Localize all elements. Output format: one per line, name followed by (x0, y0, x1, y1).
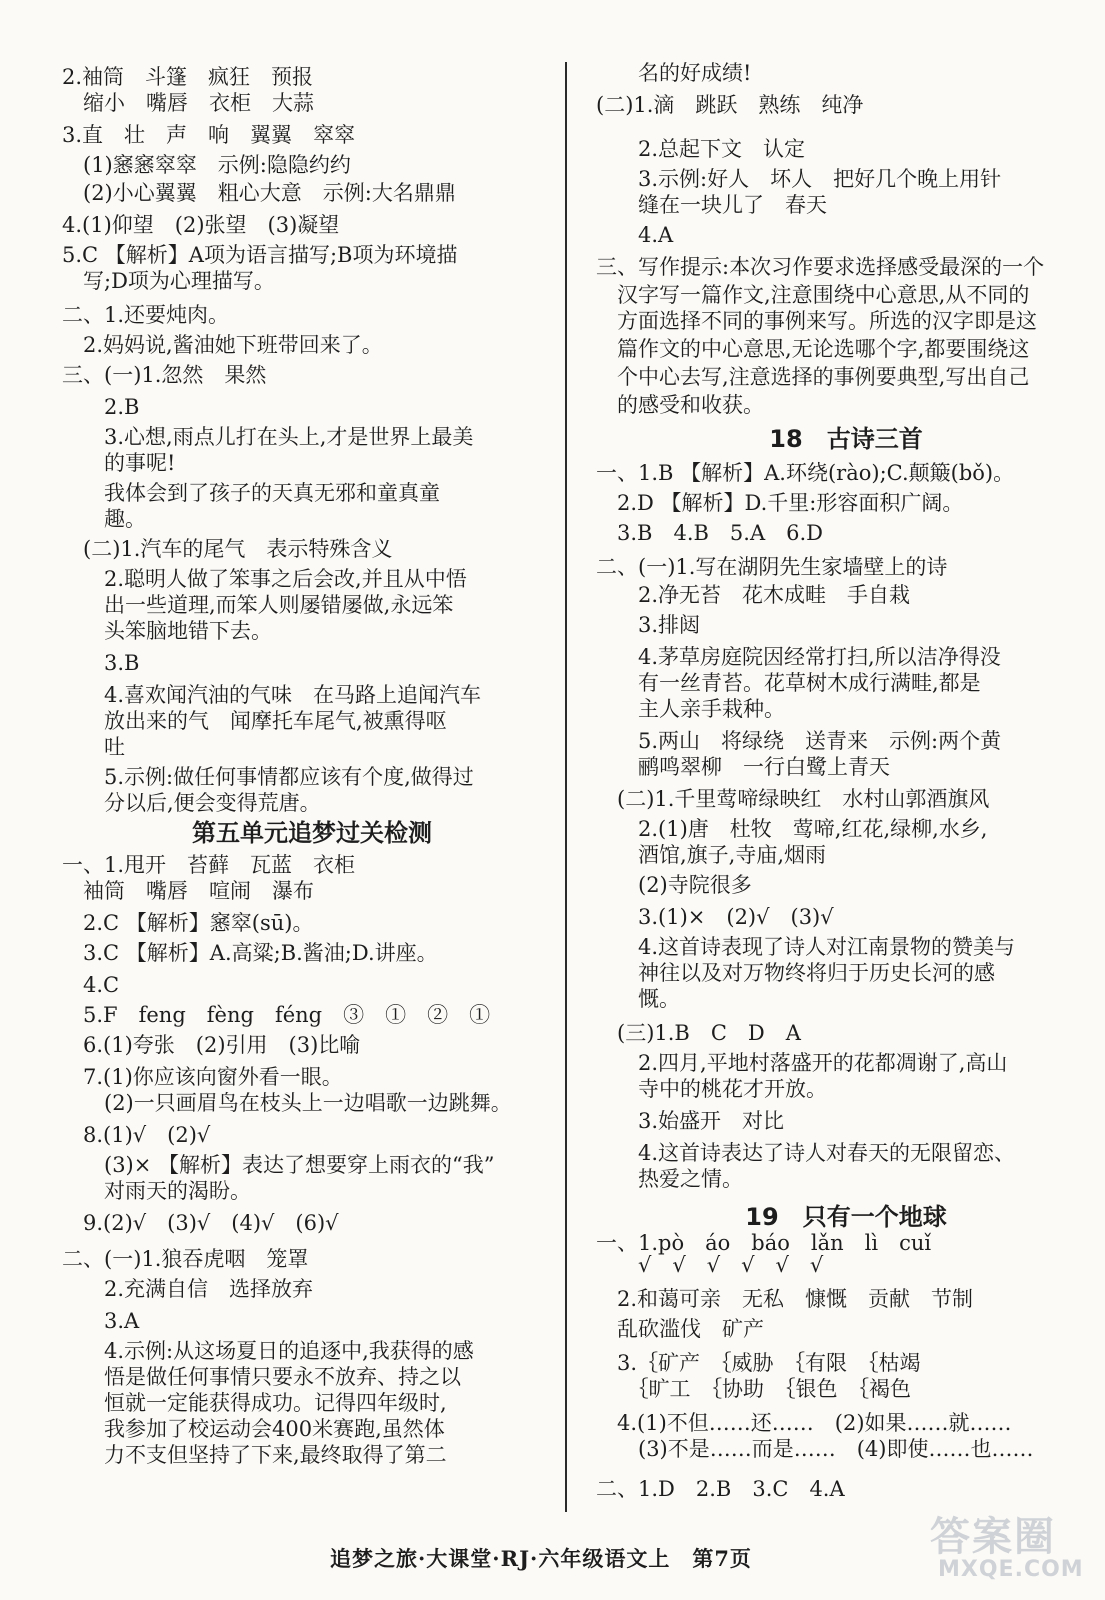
answer-line: 对雨天的渴盼。 (62, 1179, 251, 1203)
answer-line: 3.B (62, 651, 140, 675)
answer-line: ｛旷工 ｛协助 ｛银色 ｛褐色 (596, 1377, 911, 1401)
answer-line: 2.充满自信 选择放弃 (62, 1277, 314, 1301)
answer-line: 神往以及对万物终将归于历史长河的感 (596, 961, 995, 985)
answer-line: 我参加了校运动会400米赛跑,虽然体 (62, 1417, 445, 1441)
answer-line: 悟是做任何事情只要永不放弃、持之以 (62, 1365, 461, 1389)
answer-line: 一、1.B 【解析】A.环绕(rào);C.颠簸(bǒ)。 (596, 461, 1015, 485)
answer-line: 汉字写一篇作文,注意围绕中心意思,从不同的 (596, 283, 1030, 307)
answer-line: 二、(一)1.写在湖阴先生家墙壁上的诗 (596, 555, 948, 579)
answer-line: 二、1.D 2.B 3.C 4.A (596, 1477, 845, 1501)
page-footer: 追梦之旅·大课堂·RJ·六年级语文上 第7页 (330, 1546, 752, 1571)
answer-line: 2.B (62, 395, 140, 419)
answer-line: 分以后,便会变得荒唐。 (62, 791, 321, 815)
answer-line: 3.始盛开 对比 (596, 1109, 785, 1133)
answer-line: 5.F feng fèng féng ③ ① ② ① (62, 1003, 491, 1027)
answer-line: 4.A (596, 223, 674, 247)
answer-line: 4.这首诗表现了诗人对江南景物的赞美与 (596, 935, 1016, 959)
answer-line: 6.(1)夸张 (2)引用 (3)比喻 (62, 1033, 361, 1057)
answer-line: 4.(1)不但……还…… (2)如果……就…… (596, 1411, 1012, 1435)
watermark-logo (930, 1505, 1084, 1590)
answer-line: (2)小心翼翼 粗心大意 示例:大名鼎鼎 (62, 181, 456, 205)
answer-line: 的感受和收获。 (596, 393, 764, 417)
answer-line: 个中心去写,注意选择的事例要典型,写出自己 (596, 365, 1030, 389)
watermark-text: 答案圈 (930, 1514, 1056, 1560)
answer-line: 我体会到了孩子的天真无邪和童真童 (62, 481, 440, 505)
answer-line: 趣。 (62, 507, 146, 531)
answer-line: 2.妈妈说,酱油她下班带回来了。 (62, 333, 383, 357)
answer-line: 三、写作提示:本次习作要求选择感受最深的一个 (596, 255, 1045, 279)
answer-line: 2.C 【解析】窸窣(sū)。 (62, 911, 314, 935)
answer-line: 3.直 壮 声 响 翼翼 窣窣 (62, 123, 356, 147)
answer-line: (2)一只画眉鸟在枝头上一边唱歌一边跳舞。 (62, 1091, 512, 1115)
answer-line: 3.(1)× (2)√ (3)√ (596, 905, 834, 929)
answer-line: 方面选择不同的事例来写。所选的汉字即是这 (596, 309, 1037, 333)
answer-line: 袖筒 嘴唇 喧闹 瀑布 (62, 879, 314, 903)
answer-line: 2.四月,平地村落盛开的花都凋谢了,高山 (596, 1051, 1008, 1075)
answer-line: 写;D项为心理描写。 (62, 269, 275, 293)
answer-line: 鹂鸣翠柳 一行白鹭上青天 (596, 755, 890, 779)
answer-line: 4.这首诗表达了诗人对春天的无限留恋、 (596, 1141, 1016, 1165)
answer-line: 5.C 【解析】A项为语言描写;B项为环境描 (62, 243, 458, 267)
answer-line: 7.(1)你应该向窗外看一眼。 (62, 1065, 343, 1089)
answer-line: 放出来的气 闻摩托车尾气,被熏得呕 (62, 709, 447, 733)
answer-line: (三)1.B C D A (596, 1021, 801, 1045)
answer-line: 3.示例:好人 坏人 把好几个晚上用针 (596, 167, 1002, 191)
answer-line: 出一些道理,而笨人则屡错屡做,永远笨 (62, 593, 454, 617)
answer-line: 2.总起下文 认定 (596, 137, 806, 161)
answer-line: 热爱之情。 (596, 1167, 743, 1191)
answer-line: 2.袖筒 斗篷 疯狂 预报 (62, 65, 314, 89)
answer-line: 8.(1)√ (2)√ (62, 1123, 211, 1147)
section-title: 第五单元追梦过关检测 (192, 819, 432, 847)
answer-line: (3)不是……而是…… (4)即使……也…… (596, 1437, 1034, 1461)
answer-line: 缩小 嘴唇 衣柜 大蒜 (62, 91, 314, 115)
answer-line: 3.排闼 (596, 613, 701, 637)
answer-line: 缝在一块儿了 春天 (596, 193, 827, 217)
answer-line: 9.(2)√ (3)√ (4)√ (6)√ (62, 1211, 339, 1235)
answer-line: 4.(1)仰望 (2)张望 (3)凝望 (62, 213, 340, 237)
answer-line: 乱砍滥伐 矿产 (596, 1317, 764, 1341)
answer-line: 二、1.还要炖肉。 (62, 303, 230, 327)
answer-line: (1)窸窸窣窣 示例:隐隐约约 (62, 153, 351, 177)
answer-line: 4.示例:从这场夏日的追逐中,我获得的感 (62, 1339, 474, 1363)
answer-line: 2.聪明人做了笨事之后会改,并且从中悟 (62, 567, 467, 591)
answer-line: (二)1.滴 跳跃 熟练 纯净 (596, 93, 864, 117)
answer-line: 2.(1)唐 杜牧 莺啼,红花,绿柳,水乡, (596, 817, 988, 841)
section-title: 18 古诗三首 (769, 425, 923, 453)
answer-line: 5.两山 将绿绕 送青来 示例:两个黄 (596, 729, 1002, 753)
answer-line: 3.B 4.B 5.A 6.D (596, 521, 824, 545)
answer-line: 3.｛矿产 ｛威胁 ｛有限 ｛枯竭 (596, 1351, 921, 1375)
answer-line: (2)寺院很多 (596, 873, 752, 897)
answer-line: 3.C 【解析】A.高粱;B.酱油;D.讲座。 (62, 941, 438, 965)
answer-line: 2.净无苔 花木成畦 手自栽 (596, 583, 911, 607)
answer-line: 寺中的桃花才开放。 (596, 1077, 827, 1101)
answer-line: 慨。 (596, 987, 680, 1011)
answer-line: √ √ √ √ √ √ (596, 1253, 824, 1277)
answer-line: 有一丝青苔。花草树木成行满畦,都是 (596, 671, 981, 695)
section-title: 19 只有一个地球 (745, 1203, 947, 1231)
answer-line: 篇作文的中心意思,无论选哪个字,都要围绕这 (596, 337, 1030, 361)
answer-line: 一、1.甩开 苔藓 瓦蓝 衣柜 (62, 853, 356, 877)
answer-line: (二)1.汽车的尾气 表示特殊含义 (62, 537, 393, 561)
answer-line: 名的好成绩! (596, 61, 752, 85)
answer-line: 2.和蔼可亲 无私 慷慨 贡献 节制 (596, 1287, 974, 1311)
answer-line: 3.A (62, 1309, 140, 1333)
answer-line: 的事呢! (62, 451, 176, 475)
answer-line: 4.茅草房庭院因经常打扫,所以洁净得没 (596, 645, 1001, 669)
answer-line: 力不支但坚持了下来,最终取得了第二 (62, 1443, 447, 1467)
column-divider (565, 62, 567, 1512)
answer-line: 4.C (62, 973, 120, 997)
answer-line: 5.示例:做任何事情都应该有个度,做得过 (62, 765, 474, 789)
answer-line: (3)× 【解析】表达了想要穿上雨衣的“我” (62, 1153, 495, 1177)
answer-line: 头笨脑地错下去。 (62, 619, 272, 643)
answer-line: 3.心想,雨点儿打在头上,才是世界上最美 (62, 425, 474, 449)
answer-line: 2.D 【解析】D.千里:形容面积广阔。 (596, 491, 964, 515)
answer-line: 恒就一定能获得成功。记得四年级时, (62, 1391, 447, 1415)
answer-line: 吐 (62, 735, 125, 759)
answer-line: 酒馆,旗子,寺庙,烟雨 (596, 843, 827, 867)
answer-line: 一、1.pò áo báo lǎn lì cuǐ (596, 1231, 932, 1255)
watermark-url: MXQE.COM (938, 1557, 1084, 1582)
answer-line: (二)1.千里莺啼绿映红 水村山郭酒旗风 (596, 787, 990, 811)
answer-line: 主人亲手栽种。 (596, 697, 785, 721)
answer-line: 三、(一)1.忽然 果然 (62, 363, 267, 387)
answer-line: 二、(一)1.狼吞虎咽 笼罩 (62, 1247, 309, 1271)
answer-line: 4.喜欢闻汽油的气味 在马路上追闻汽车 (62, 683, 482, 707)
